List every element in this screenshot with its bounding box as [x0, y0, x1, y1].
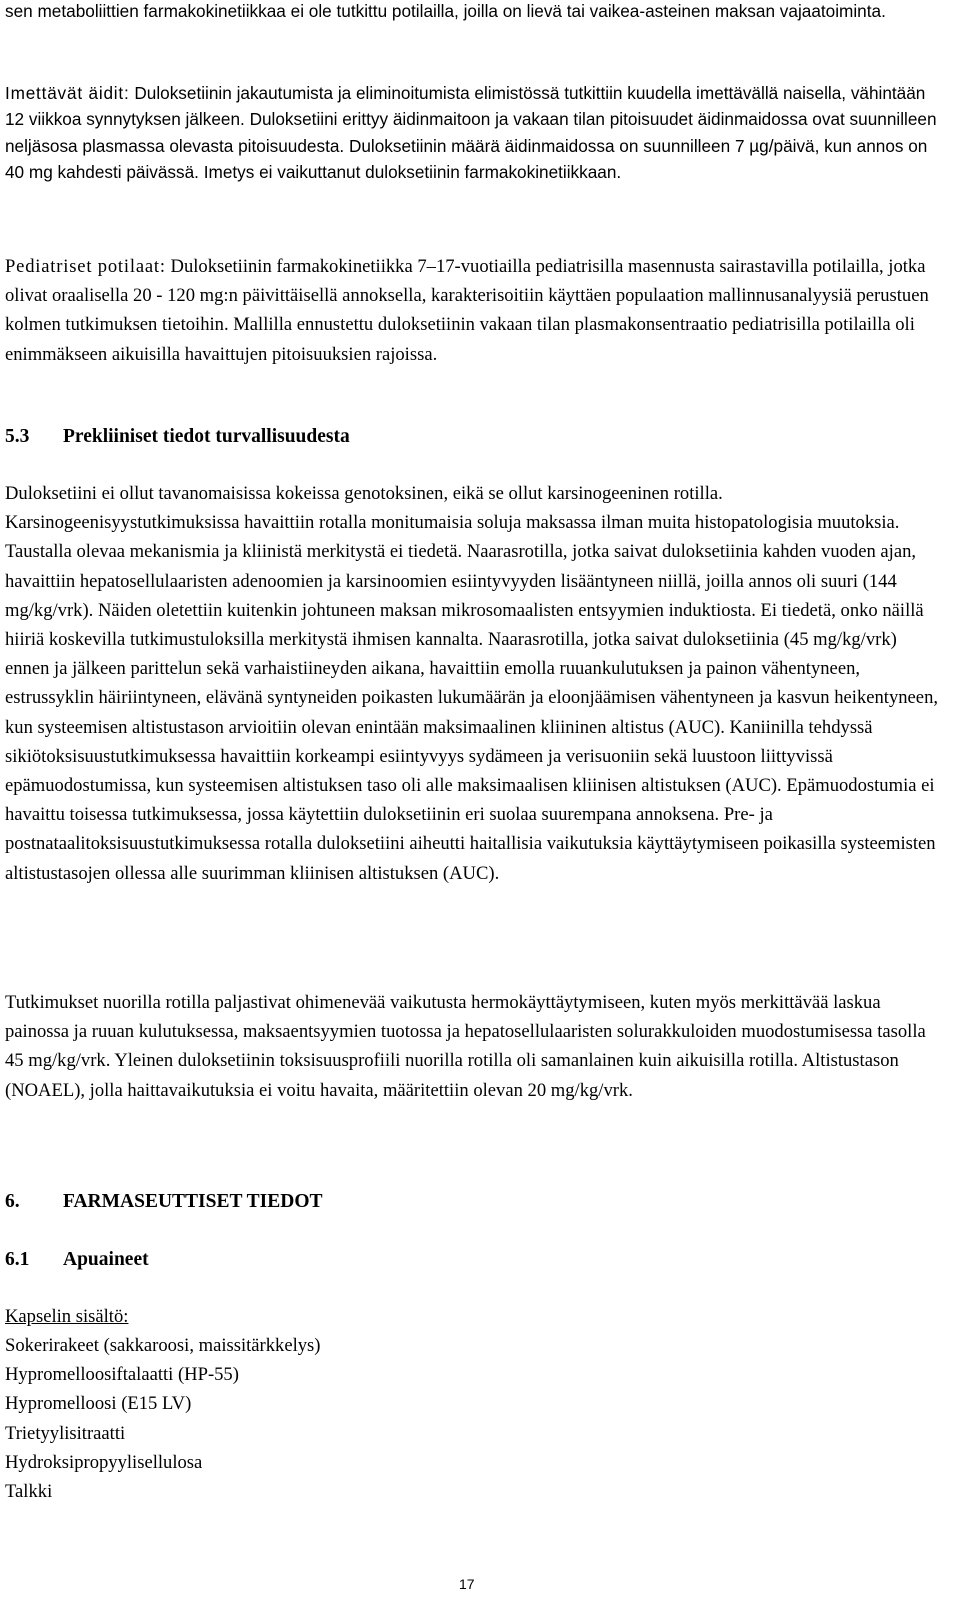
pediatric-patients-paragraph [5, 252, 945, 369]
preclinical-paragraph-1 [5, 479, 945, 888]
nursing-mothers-label: Imettävät äidit: [5, 83, 130, 103]
pediatric-patients-text: Duloksetiinin farmakokinetiikka 7–17-vuotiailla pediatrisilla masennusta sairastavilla potilailla, jotka olivat oraalisella 20 - 120 mg:n päivittäisellä annoksella, karakterisoitiin käyttäen populaation mallinnusanalyysiä perustuen kolmen tutkimuksen tietoihin. Mallilla ennustettu duloksetiinin vakaan tilan plasmakonsentraatio pediatrisilla potilailla oli enimmäkseen aikuisilla havaittujen pitoisuuksien rajoissa. [5, 256, 929, 365]
section-6-heading [5, 1191, 323, 1213]
section-5-3-heading [5, 426, 350, 448]
list-item: Talkki [5, 1481, 53, 1503]
section-6-1-title: Apuaineet [63, 1249, 149, 1270]
section-6-title: FARMASEUTTISET TIEDOT [63, 1191, 323, 1212]
preclinical-paragraph-1-text: Duloksetiini ei ollut tavanomaisissa kokeissa genotoksinen, eikä se ollut karsinogeeninen rotilla. Karsinogeenisyystutkimuksissa havaittiin rotalla monitumaisia soluja maksassa ilman muita histopatologisia muutoksia. Taustalla olevaa mekanismia ja kliinistä merkitystä ei tiedetä. Naarasrotilla, jotka saivat duloksetiinia kahden vuoden ajan, havaittiin hepatosellulaaristen adenoomien ja karsinoomien esiintyvyyden lisääntyneen niillä, joilla annos oli suuri (144 mg/kg/vrk). Näiden oletettiin kuitenkin johtuneen maksan mikrosomaalisten entsyymien induktiosta. Ei tiedetä, onko näillä hiiriä koskevilla tutkimustuloksilla merkitystä ihmisen kannalta. Naarasrotilla, jotka saivat duloksetiinia (45 mg/kg/vrk) ennen ja jälkeen parittelun sekä varhaistiineyden aikana, havaittiin emolla ruuankulutuksen ja painon vähentyneen, estrussyklin häiriintyneen, elävänä syntyneiden poikasten lukumäärän ja eloonjäämisen vähentyneen ja kasvun heikentyneen, kun systeemisen altistustason arvioitiin olevan enintään maksimaalinen kliininen altistus (AUC). Kaniinilla tehdyssä sikiötoksisuustutkimuksessa havaittiin korkeampi esiintyvyys sydämeen ja verisuoniin sekä luustoon liittyvissä epämuodostumissa, kun systeemisen altistuksen taso oli alle maksimaalisen kliinisen altistuksen (AUC). Epämuodostumia ei havaittu toisessa tutkimuksessa, jossa käytettiin duloksetiinin eri suolaa suurempana annoksena. Pre- ja postnataalitoksisuustutkimuksessa rotalla duloksetiini aiheutti haitallisia vaikutuksia käyttäytymiseen poikasilla systeemisten altistustasojen ollessa alle suurimman kliinisen altistuksen (AUC). [5, 483, 939, 884]
capsule-contents-label-line [5, 1302, 945, 1331]
list-item: Hypromelloosiftalaatti (HP-55) [5, 1364, 239, 1386]
section-6-1-number: 6.1 [5, 1249, 30, 1270]
section-5-3-number: 5.3 [5, 426, 30, 447]
section-6-number: 6. [5, 1191, 20, 1212]
section-5-3-title: Prekliiniset tiedot turvallisuudesta [63, 426, 350, 447]
nursing-mothers-text: Duloksetiinin jakautumista ja eliminoitumista elimistössä tutkittiin kuudella imettävällä naisella, vähintään 12 viikkoa synnytyksen jälkeen. Duloksetiini erittyy äidinmaitoon ja vakaan tilan pitoisuudet äidinmaidossa ovat suunnilleen neljäsosa plasmassa olevasta pitoisuudesta. Duloksetiinin määrä äidinmaidossa on suunnilleen 7 µg/päivä, kun annos on 40 mg kahdesti päivässä. Imetys ei vaikuttanut duloksetiinin farmakokinetiikkaan. [5, 83, 937, 182]
section-6-1-heading [5, 1249, 149, 1271]
page-number: 17 [459, 1576, 475, 1592]
preclinical-paragraph-2-text: Tutkimukset nuorilla rotilla paljastivat ohimenevää vaikutusta hermokäyttäytymiseen, kuten myös merkittävää laskua painossa ja ruuan kulutuksessa, maksaentsyymien tuotossa ja hepatosellulaaristen solurakkuloiden muodostumisessa tasolla 45 mg/kg/vrk. Yleinen duloksetiinin toksisuusprofiili nuorilla rotilla oli samanlainen kuin aikuisilla rotilla. Altistustason (NOAEL), jolla haittavaikutuksia ei voitu havaita, määritettiin olevan 20 mg/kg/vrk. [5, 992, 926, 1101]
list-item: Sokerirakeet (sakkaroosi, maissitärkkelys) [5, 1335, 321, 1356]
nursing-mothers-paragraph [5, 80, 945, 185]
pediatric-patients-label: Pediatriset potilaat: [5, 256, 166, 277]
excipient-list [5, 1331, 321, 1506]
list-item: Hypromelloosi (E15 LV) [5, 1393, 192, 1415]
list-item: Trietyylisitraatti [5, 1422, 126, 1444]
capsule-contents-label: Kapselin sisältö: [5, 1306, 129, 1327]
preclinical-paragraph-2 [5, 988, 945, 1105]
hepatic-impairment-paragraph [5, 0, 945, 24]
list-item: Hydroksipropyylisellulosa [5, 1451, 203, 1473]
hepatic-impairment-text: sen metaboliittien farmakokinetiikkaa ei ole tutkittu potilailla, joilla on lievä tai vaikea-asteinen maksan vajaatoiminta. [5, 1, 886, 21]
